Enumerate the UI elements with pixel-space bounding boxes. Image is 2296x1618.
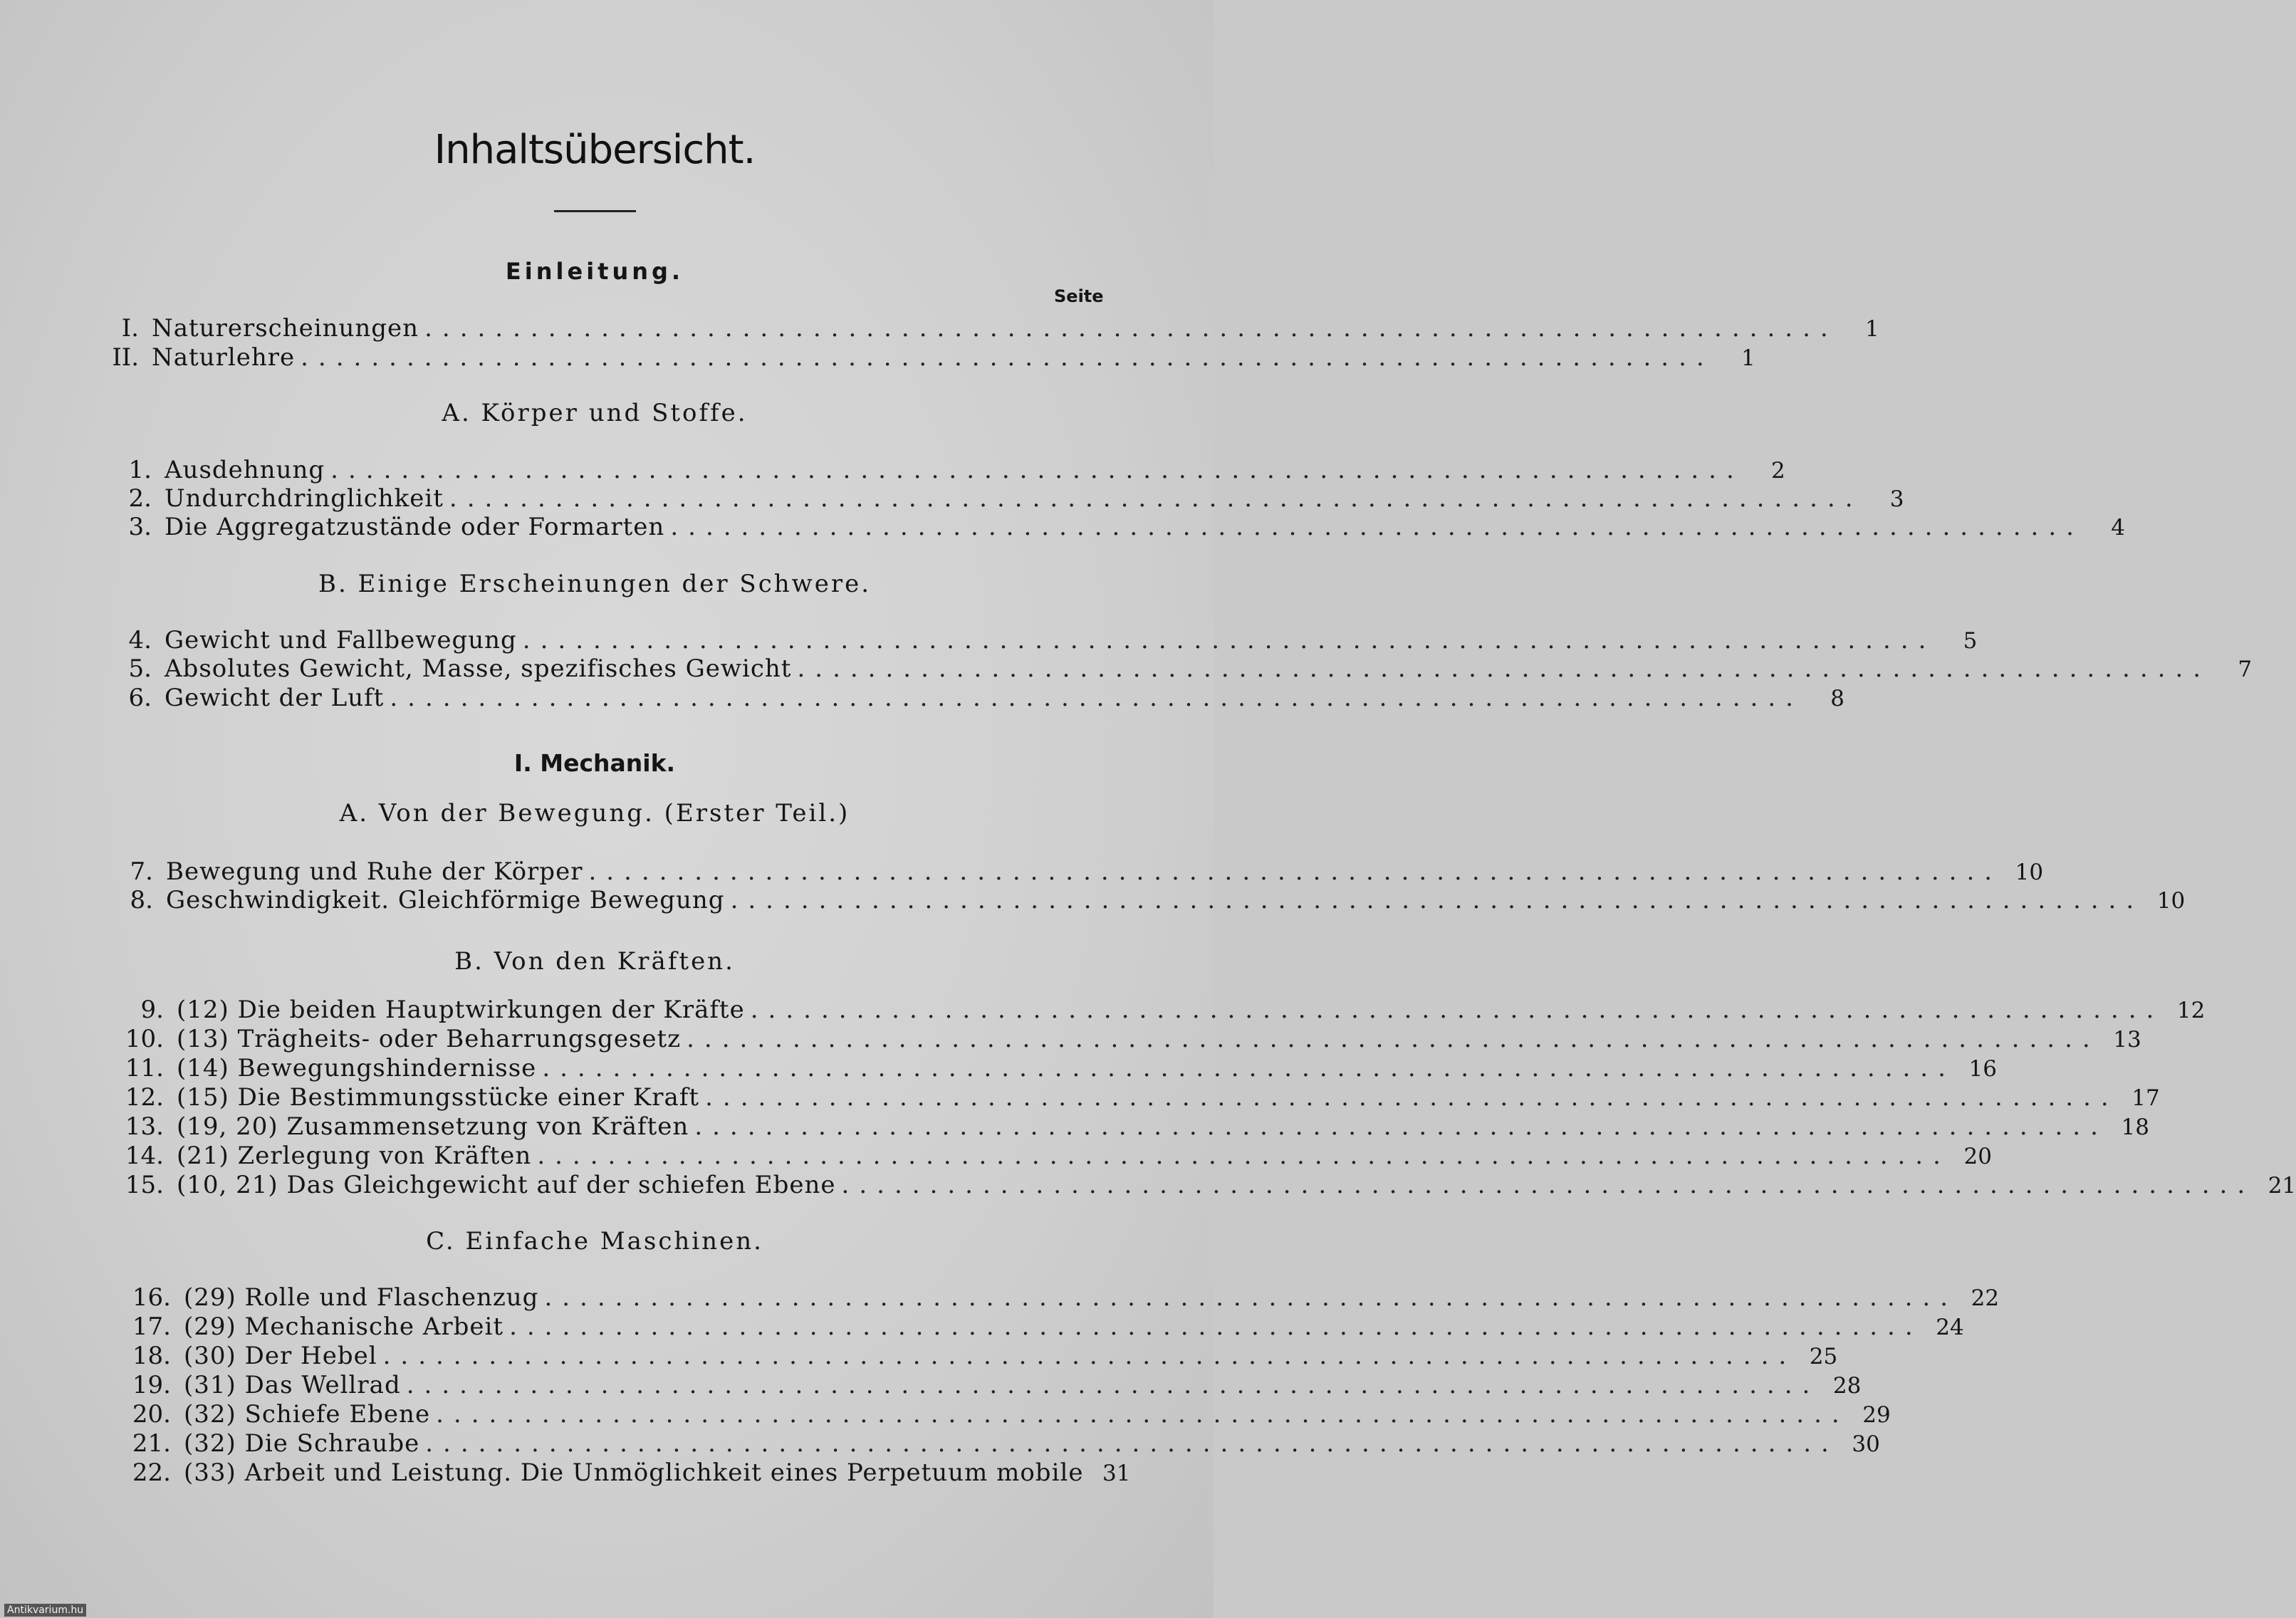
entry-number: 6. <box>128 684 152 712</box>
dot-leader: ................................................................................ <box>841 1171 2255 1199</box>
entry-number: I. <box>121 314 139 343</box>
entry-page-number: 1 <box>1741 345 1755 371</box>
page-column-heading: Seite <box>1054 286 1104 306</box>
toc-entry <box>84 625 1978 655</box>
entry-page-number: 8 <box>1830 686 1844 711</box>
entry-title: (29) Rolle und Flaschenzug <box>184 1283 539 1312</box>
page-title: Inhaltsübersicht. <box>434 127 756 173</box>
entry-title: (30) Der Hebel <box>184 1342 377 1370</box>
entry-page-number: 31 <box>1102 1461 1131 1486</box>
entry-page-number: 30 <box>1852 1431 1880 1457</box>
toc-entry <box>84 484 1904 513</box>
dot-leader: ................................................................................ <box>406 1371 1820 1399</box>
entry-number: 9. <box>140 996 164 1024</box>
watermark: Antikvarium.hu <box>4 1604 86 1617</box>
entry-number: 5. <box>128 654 152 683</box>
entry-title: (21) Zerlegung von Kräften <box>177 1142 532 1170</box>
dot-leader: ................................................................................ <box>705 1083 2119 1112</box>
toc-entry <box>85 995 2206 1025</box>
section-heading: B. Einige Erscheinungen der Schwere. <box>318 570 872 598</box>
entry-page-number: 4 <box>2111 515 2125 541</box>
toc-entry <box>84 654 2253 684</box>
entry-number: 10. <box>125 1025 164 1053</box>
entry-title: (12) Die beiden Hauptwirkungen der Kräfte <box>177 996 745 1024</box>
dot-leader: ................................................................................ <box>670 513 2084 541</box>
dot-leader: ................................................................................ <box>436 1400 1849 1429</box>
entry-title: (31) Das Wellrad <box>184 1371 401 1399</box>
entry-number: 15. <box>125 1171 164 1199</box>
entry-page-number: 17 <box>2131 1085 2160 1111</box>
toc-entry <box>89 1283 2000 1312</box>
entry-title: (13) Trägheits- oder Beharrungsgesetz <box>177 1025 682 1053</box>
dot-leader: ................................................................................ <box>730 886 2144 914</box>
toc-entry <box>89 1429 1880 1458</box>
entry-page-number: 29 <box>1862 1402 1891 1428</box>
dot-leader: ................................................................................ <box>797 654 2211 683</box>
entry-page-number: 13 <box>2113 1027 2141 1053</box>
toc-entry <box>85 1053 1997 1083</box>
dot-leader: ................................................................................ <box>542 1054 1956 1082</box>
entry-number: 8. <box>130 886 153 914</box>
entry-page-number: 18 <box>2121 1115 2149 1140</box>
dot-leader: ................................................................................ <box>382 1342 1797 1370</box>
toc-entry <box>85 1024 2141 1054</box>
entry-page-number: 25 <box>1809 1344 1838 1369</box>
entry-title: (10, 21) Das Gleichgewicht auf der schiefen Ebene <box>177 1171 836 1199</box>
toc-entry <box>89 1370 1862 1400</box>
dot-leader: ................................................................................ <box>509 1312 1923 1341</box>
entry-title: Bewegung und Ruhe der Körper <box>166 857 583 886</box>
title-rule <box>554 210 636 212</box>
section-heading: A. Von der Bewegung. (Erster Teil.) <box>339 799 850 828</box>
entry-number: 11. <box>125 1054 164 1082</box>
entry-page-number: 10 <box>2015 860 2044 885</box>
toc-entry <box>85 1170 2296 1200</box>
toc-entry <box>85 1112 2149 1142</box>
section-heading: A. Körper und Stoffe. <box>442 399 748 427</box>
toc-entry <box>84 683 1844 713</box>
entry-title: (14) Bewegungshindernisse <box>177 1054 537 1082</box>
toc-entry <box>85 1141 1992 1171</box>
entry-title: (19, 20) Zusammensetzung von Kräften <box>177 1112 689 1141</box>
entry-number: 19. <box>132 1371 171 1399</box>
entry-number: 2. <box>128 484 152 513</box>
dot-leader: ................................................................................ <box>537 1142 1951 1170</box>
toc-entry <box>89 1399 1891 1429</box>
dot-leader: ................................................................................ <box>330 456 1744 484</box>
dot-leader: ................................................................................ <box>425 1429 1839 1458</box>
toc-entry <box>82 313 1879 343</box>
entry-title: Undurchdringlichkeit <box>165 484 444 513</box>
toc-entry <box>85 885 2186 915</box>
entry-number: 16. <box>132 1283 171 1312</box>
entry-number: 21. <box>132 1429 171 1458</box>
dot-leader: ................................................................................ <box>449 484 1863 513</box>
entry-number: 3. <box>128 513 152 541</box>
entry-title: Gewicht der Luft <box>165 684 385 712</box>
entry-page-number: 28 <box>1832 1373 1862 1399</box>
toc-entry <box>85 1082 2160 1112</box>
dot-leader: ................................................................................ <box>522 626 1936 654</box>
entry-number: 22. <box>132 1458 171 1487</box>
entry-title: Absolutes Gewicht, Masse, spezifisches Gewicht <box>165 654 792 683</box>
entry-number: 18. <box>132 1342 171 1370</box>
entry-title: Naturerscheinungen <box>152 314 419 343</box>
entry-number: 20. <box>132 1400 171 1429</box>
entry-title: (29) Mechanische Arbeit <box>184 1312 504 1341</box>
dot-leader: ................................................................................ <box>694 1112 2108 1141</box>
dot-leader: ................................................................................ <box>390 684 1803 712</box>
entry-title: (33) Arbeit und Leistung. Die Unmöglichkeit eines Perpetuum mobile <box>184 1458 1084 1487</box>
entry-title: (32) Die Schraube <box>184 1429 420 1458</box>
entry-page-number: 22 <box>1971 1285 2000 1311</box>
dot-leader: ................................................................................ <box>301 343 1714 372</box>
entry-title: Naturlehre <box>152 343 296 372</box>
entry-number: 17. <box>132 1312 171 1341</box>
entry-page-number: 20 <box>1963 1144 1992 1169</box>
entry-number: 14. <box>125 1142 164 1170</box>
toc-entry <box>85 857 2044 887</box>
entry-page-number: 21 <box>2268 1173 2296 1199</box>
entry-title: (32) Schiefe Ebene <box>184 1400 431 1429</box>
entry-title: Gewicht und Fallbewegung <box>165 626 517 654</box>
dot-leader: ................................................................................ <box>687 1025 2100 1053</box>
entry-page-number: 1 <box>1864 316 1879 342</box>
section-heading: C. Einfache Maschinen. <box>426 1227 763 1256</box>
section-heading: I. Mechanik. <box>513 749 676 777</box>
entry-number: 12. <box>125 1083 164 1112</box>
entry-page-number: 2 <box>1771 458 1785 484</box>
entry-page-number: 3 <box>1889 486 1904 512</box>
entry-page-number: 24 <box>1936 1315 1964 1340</box>
entry-page-number: 7 <box>2238 657 2253 682</box>
dot-leader: ................................................................................ <box>750 996 2164 1024</box>
entry-number: 13. <box>125 1112 164 1141</box>
toc-entry <box>89 1312 1964 1342</box>
section-heading: B. Von den Kräften. <box>454 947 735 976</box>
toc-entry <box>82 343 1755 372</box>
entry-page-number: 12 <box>2176 998 2206 1023</box>
toc-entry <box>89 1458 1131 1488</box>
entry-number: 4. <box>128 626 152 654</box>
entry-number: II. <box>112 343 139 372</box>
dot-leader: ................................................................................ <box>588 857 2003 886</box>
entry-title: Die Aggregatzustände oder Formarten <box>165 513 665 541</box>
toc-entry <box>84 455 1785 485</box>
entry-number: 1. <box>128 456 152 484</box>
entry-title: (15) Die Bestimmungsstücke einer Kraft <box>177 1083 700 1112</box>
dot-leader: ................................................................................ <box>424 314 1838 343</box>
entry-title: Ausdehnung <box>165 456 325 484</box>
entry-page-number: 5 <box>1963 628 1978 654</box>
toc-entry <box>89 1341 1838 1371</box>
dot-leader: ................................................................................ <box>544 1283 1958 1312</box>
entry-number: 7. <box>130 857 153 886</box>
section-heading: Einleitung. <box>505 258 684 285</box>
toc-entry <box>84 512 2125 542</box>
entry-page-number: 16 <box>1968 1056 1997 1082</box>
entry-title: Geschwindigkeit. Gleichförmige Bewegung <box>166 886 725 914</box>
entry-page-number: 10 <box>2156 888 2186 914</box>
